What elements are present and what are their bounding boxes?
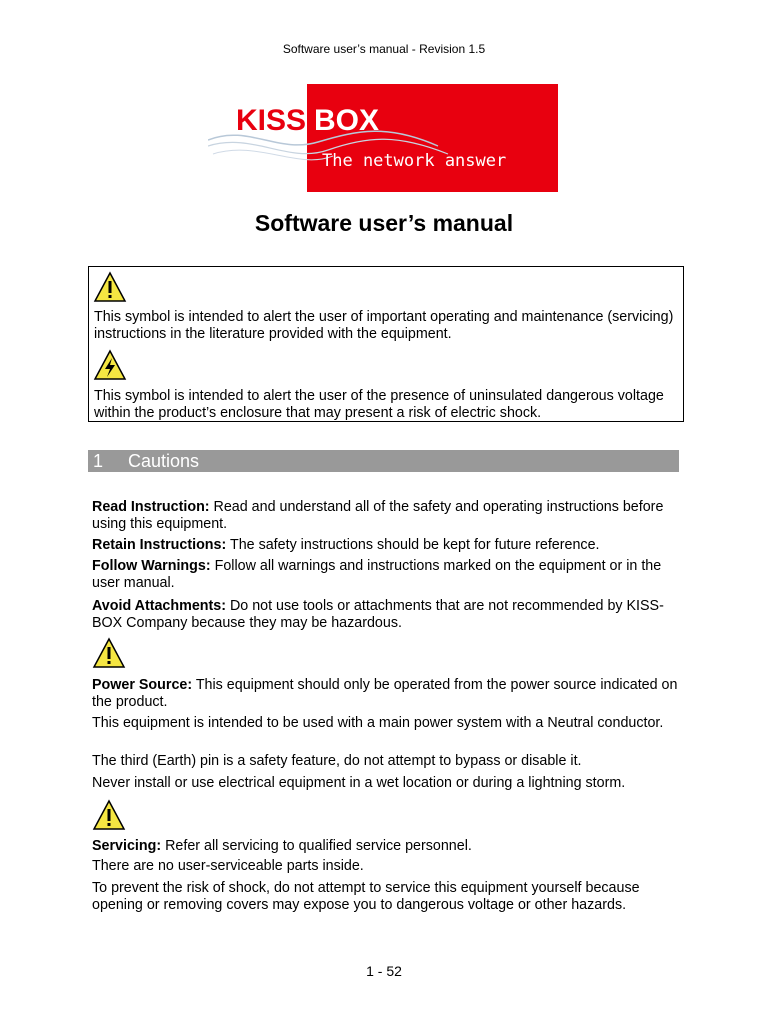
servicing-label: Servicing:	[92, 838, 162, 854]
document-title: Software user’s manual	[254, 210, 514, 236]
retain-instructions-text: The safety instructions should be kept for future reference.	[226, 537, 600, 553]
servicing-paragraph	[92, 838, 682, 855]
power-source-paragraph	[92, 677, 682, 711]
power-source-text: This equipment should only be operated from the power source indicated on the product.	[92, 677, 678, 710]
warning-exclamation-icon	[93, 271, 127, 308]
general-warning-text: This symbol is intended to alert the user of important operating and maintenance (servicing) instructions in the literature provided with the equipment.	[94, 309, 674, 342]
neutral-conductor-paragraph: This equipment is intended to be used with a main power system with a Neutral conductor.	[92, 715, 664, 731]
avoid-attachments-paragraph	[92, 598, 682, 632]
kissbox-logo	[208, 84, 558, 192]
read-instruction-paragraph	[92, 499, 682, 533]
logo-box-text: BOX	[314, 104, 380, 137]
logo-tagline: The network answer	[322, 151, 507, 171]
logo-kiss-text: KISS	[236, 104, 307, 137]
section-heading-cautions	[88, 450, 679, 472]
servicing-text: Refer all servicing to qualified service personnel.	[161, 838, 472, 854]
read-instruction-text: Read and understand all of the safety and operating instructions before using this equipment.	[92, 499, 664, 532]
avoid-attachments-label: Avoid Attachments:	[92, 598, 226, 614]
warning-exclamation-icon	[92, 637, 126, 674]
voltage-warning-text: This symbol is intended to alert the user of the presence of uninsulated dangerous voltage within the product’s enclosure that may present a risk of electric shock.	[94, 388, 664, 421]
follow-warnings-paragraph	[92, 558, 682, 592]
warning-exclamation-icon	[92, 799, 126, 836]
shock-risk-paragraph: To prevent the risk of shock, do not attempt to service this equipment yourself because opening or removing covers may expose you to dangerous voltage or other hazards.	[92, 880, 640, 913]
power-source-label: Power Source:	[92, 677, 193, 693]
safety-symbols-box	[88, 266, 684, 422]
no-user-parts-paragraph: There are no user-serviceable parts inside.	[92, 858, 364, 874]
page-number: 1 - 52	[366, 963, 402, 979]
section-number: 1	[93, 451, 104, 471]
section-title: Cautions	[128, 451, 200, 471]
follow-warnings-label: Follow Warnings:	[92, 558, 211, 574]
read-instruction-label: Read Instruction:	[92, 499, 210, 515]
retain-instructions-paragraph	[92, 537, 682, 554]
retain-instructions-label: Retain Instructions:	[92, 537, 227, 553]
avoid-attachments-text: Do not use tools or attachments that are not recommended by KISS-BOX Company because they may be hazardous.	[92, 598, 664, 631]
earth-pin-paragraph: The third (Earth) pin is a safety feature, do not attempt to bypass or disable it.	[92, 753, 582, 769]
follow-warnings-text: Follow all warnings and instructions marked on the equipment or in the user manual.	[92, 558, 662, 591]
wet-location-paragraph: Never install or use electrical equipment in a wet location or during a lightning storm.	[92, 775, 626, 791]
running-header: Software user’s manual - Revision 1.5	[282, 42, 486, 56]
voltage-lightning-icon	[93, 349, 127, 386]
